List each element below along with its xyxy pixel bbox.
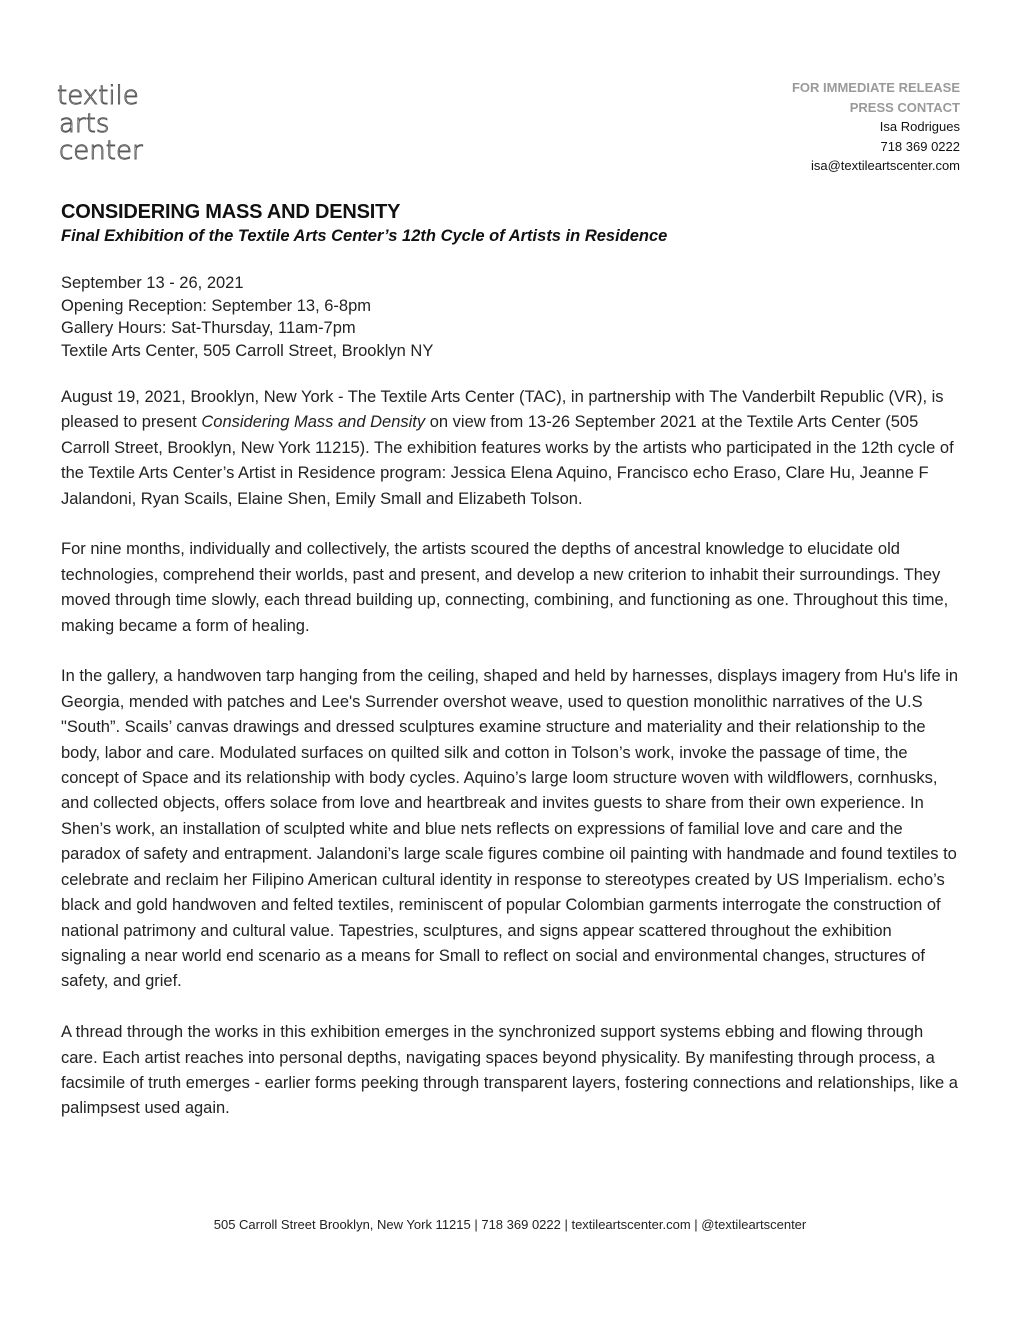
release-label: FOR IMMEDIATE RELEASE [791, 80, 960, 95]
page-title: CONSIDERING MASS AND DENSITY [61, 201, 401, 223]
logo [56, 82, 166, 162]
paragraph-intro [61, 385, 961, 512]
contact-name: Isa Rodrigues [879, 119, 960, 135]
exhibition-title-italic: Considering Mass and Density [201, 413, 426, 432]
press-release-body [61, 385, 961, 1147]
paragraph-closing: A thread through the works in this exhibition emerges in the synchronized support systems ebbing and flowing through care. Each artist reaches into personal depths, navigating spaces beyond physicality. By manifesting through process, a facsimile of truth emerges - earlier forms peeking through transparent layers, fostering connections and relationships, like a palimpsest used again. [61, 1023, 958, 1118]
gallery-hours: Gallery Hours: Sat-Thursday, 11am-7pm [61, 319, 356, 337]
contact-phone: 718 369 0222 [880, 138, 960, 154]
footer-address: 505 Carroll Street Brooklyn, New York 11215 | 718 369 0222 | textileartscenter.com | @textileartscenter [213, 1217, 807, 1232]
exhibition-location: Textile Arts Center, 505 Carroll Street, Brooklyn NY [61, 341, 434, 360]
press-contact-label: PRESS CONTACT [849, 99, 960, 115]
paragraph-intro-start: August 19, 2021, Brooklyn, New York - The Textile Arts Center (TAC), in partnership with The Vanderbilt Republic (VR), is pleased to present [61, 388, 944, 432]
logo-line-textile: textile [57, 82, 139, 111]
press-contact-block [792, 78, 960, 176]
logo-line-arts: arts [59, 109, 110, 139]
textile-arts-center-logo [56, 82, 166, 162]
exhibition-dates: September 13 - 26, 2021 [61, 274, 244, 292]
exhibition-details [61, 272, 433, 362]
paragraph-residency: For nine months, individually and collectively, the artists scoured the depths of ancestral knowledge to elucidate old technologies, comprehend their worlds, past and present, and develop a new criterion to inhabit their surroundings. They moved through time slowly, each thread building up, connecting, combining, and functioning as one. Throughout this time, making became a form of healing. [61, 540, 949, 635]
paragraph-intro-end: on view from 13-26 September 2021 at the Textile Arts Center (505 Carroll Street, Brooklyn, New York 11215). The exhibition features works by the artists who participated in the 12th cycle of the Textile Arts Center’s Artist in Residence program: Jessica Elena Aquino, Francisco echo Eraso, Clare Hu, Jeanne F Jalandoni, Ryan Scails, Elaine Shen, Emily Small and Elizabeth Tolson. [61, 413, 954, 508]
logo-line-center: center [59, 136, 143, 162]
contact-email[interactable]: isa@textileartscenter.com [810, 158, 960, 174]
page-subtitle: Final Exhibition of the Textile Arts Center’s 12th Cycle of Artists in Residence [61, 227, 668, 245]
paragraph-gallery: In the gallery, a handwoven tarp hanging from the ceiling, shaped and held by harnesses, displays imagery from Hu's life in Georgia, mended with patches and Lee's Surrender overshot weave, used to question monolithic narratives of the U.S "South”. Scails’ canvas drawings and dressed sculptures examine structure and materiality and their relationship to the body, labor and care. Modulated surfaces on quilted silk and cotton in Tolson’s work, invoke the passage of time, the concept of Space and its relationship with body cycles. Aquino’s large loom structure woven with wildflowers, cornhusks, and collected objects, offers solace from love and heartbreak and invites guests to share from their own experience. In Shen’s work, an installation of sculpted white and blue nets reflects on expressions of familial love and care and the paradox of safety and entrapment. Jalandoni’s large scale figures combine oil painting with handmade and found textiles to celebrate and reclaim her Filipino American cultural identity in response to stereotypes created by US Imperialism. echo’s black and gold handwoven and felted textiles, reminiscent of popular Colombian garments interrogate the construction of national patrimony and cultural value. Tapestries, sculptures, and signs appear scattered throughout the exhibition signaling a near world end scenario as a means for Small to reflect on social and environmental changes, structures of safety, and grief. [61, 667, 959, 991]
opening-reception: Opening Reception: September 13, 6-8pm [61, 296, 372, 315]
